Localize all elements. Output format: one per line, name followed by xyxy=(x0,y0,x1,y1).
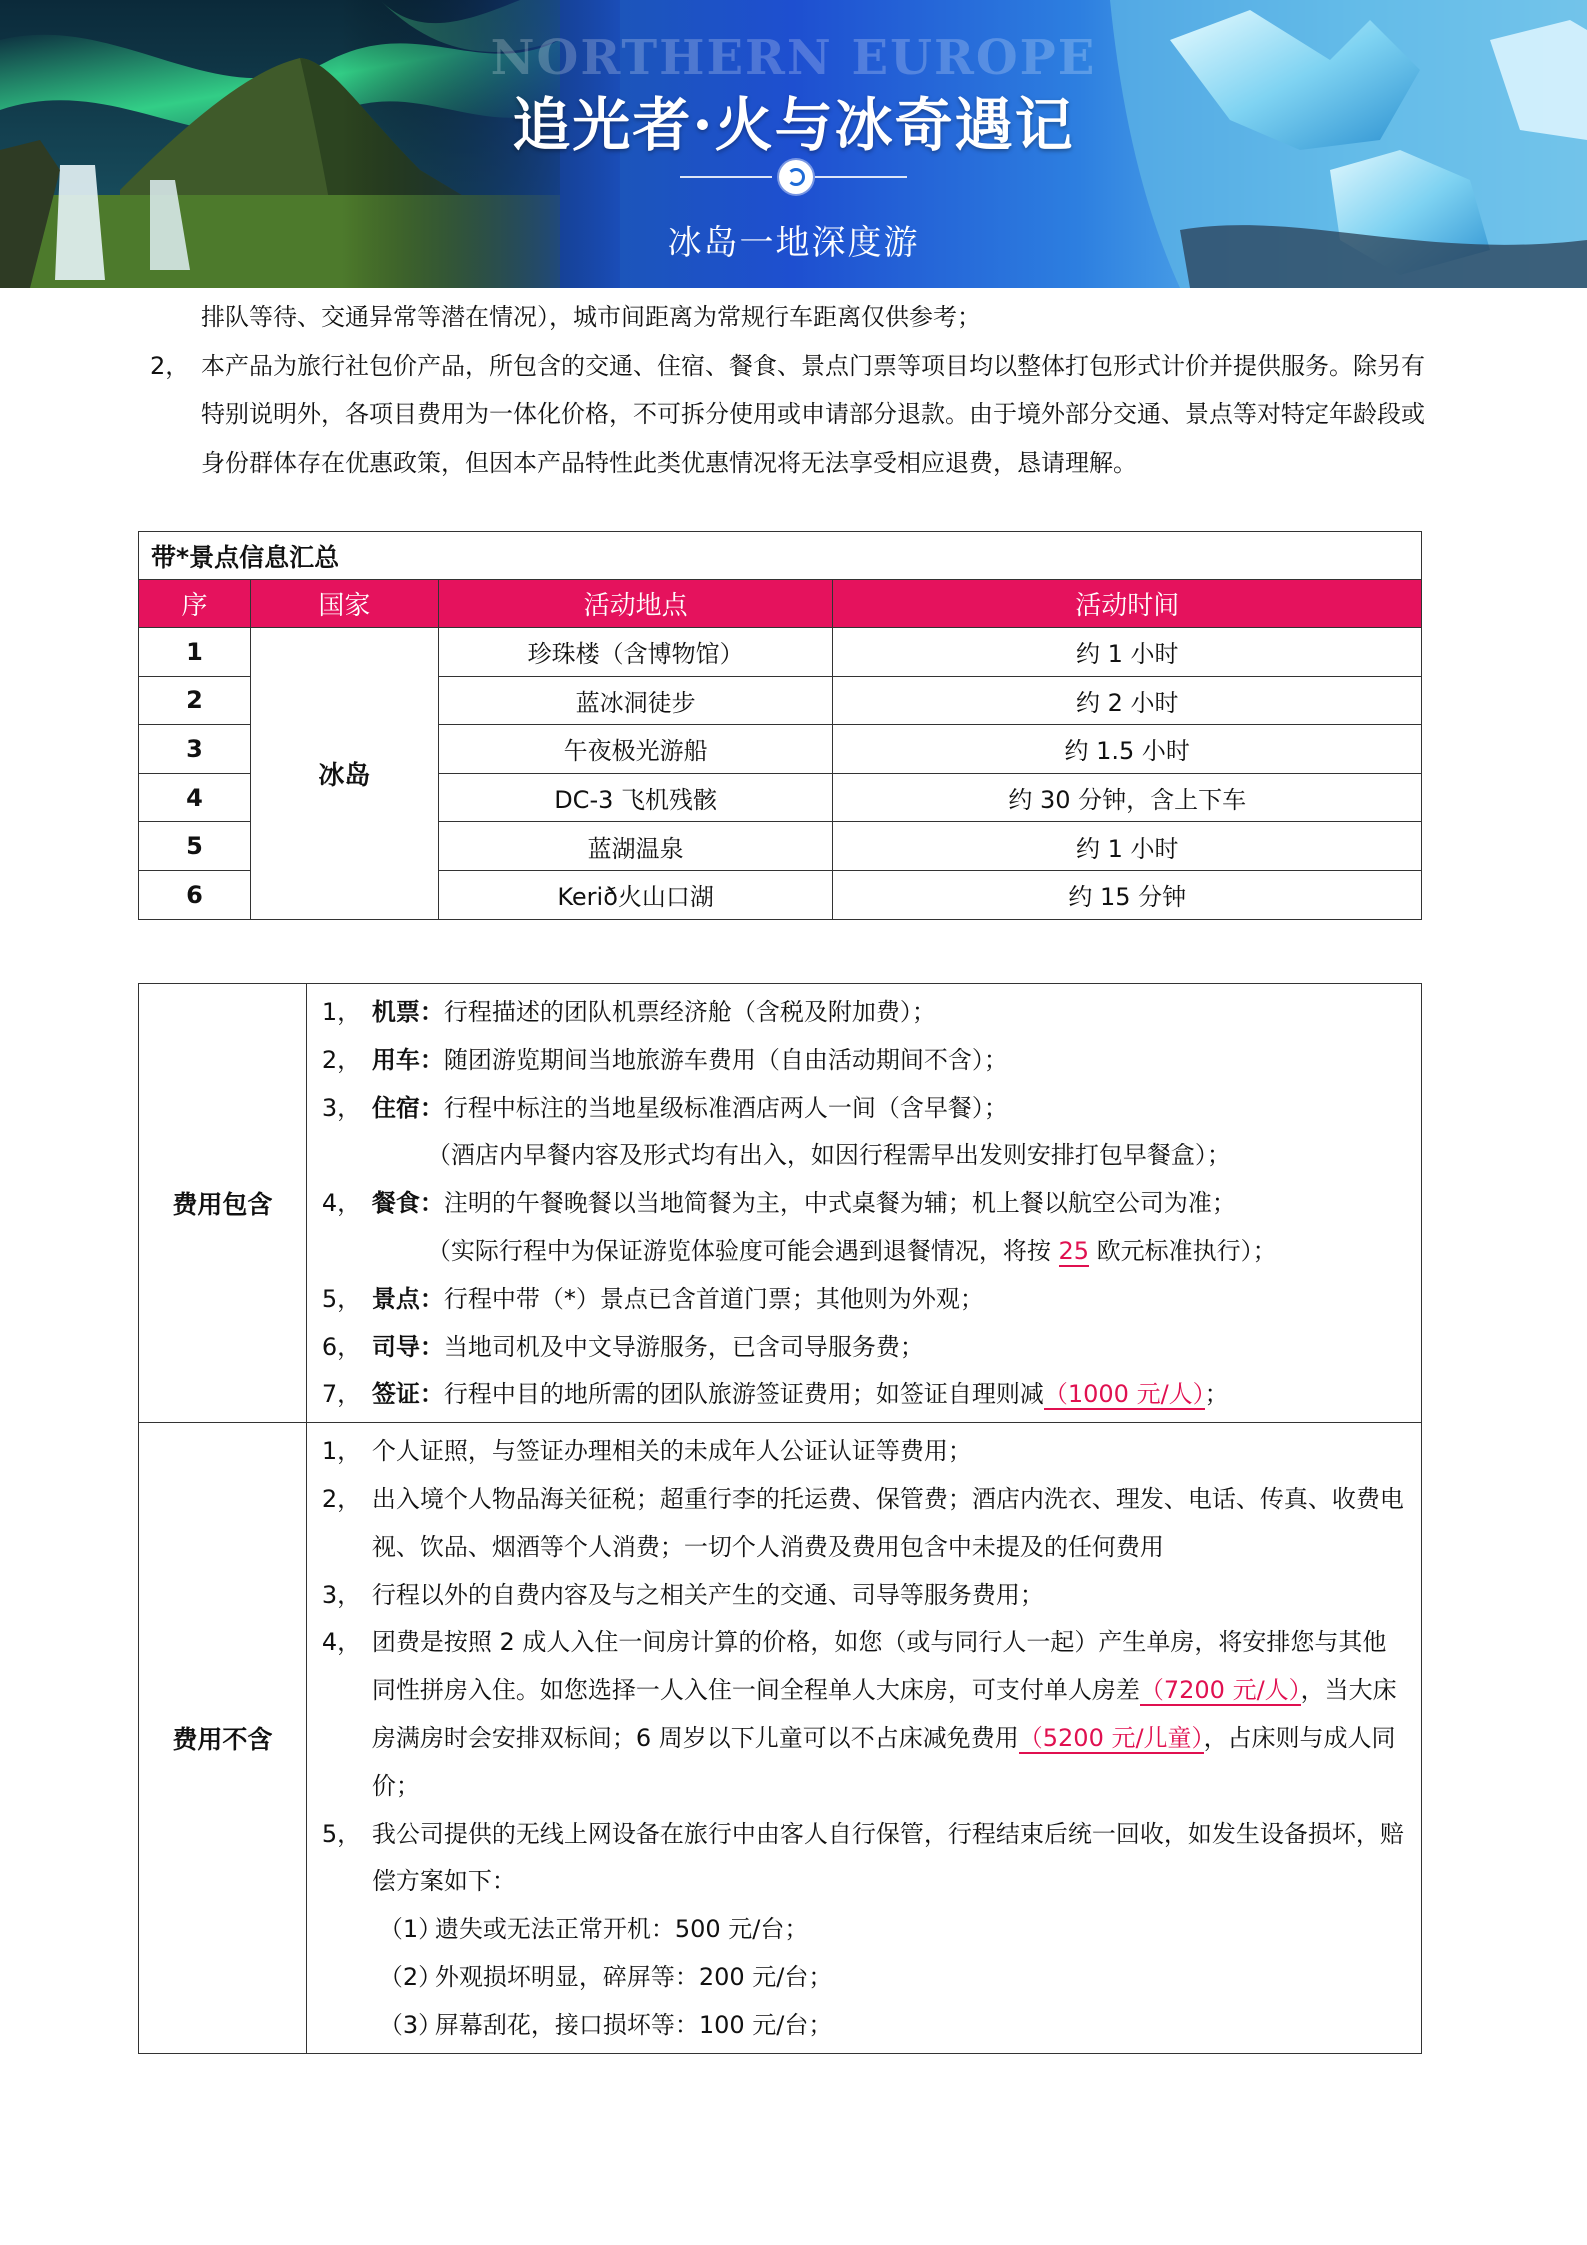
row-seq: 5 xyxy=(139,822,251,871)
meal-refund-amount: 25 xyxy=(1058,1236,1090,1265)
row-time: 约 30 分钟，含上下车 xyxy=(833,773,1422,822)
attractions-table xyxy=(138,531,1422,920)
list-item: 5， 景点：行程中带（*）景点已含首道门票；其他则为外观； xyxy=(321,1284,984,1313)
fees-table xyxy=(138,983,1422,2054)
visa-deduction-amount: （1000 元/人） xyxy=(1043,1380,1205,1409)
row-seq: 3 xyxy=(139,725,251,774)
banner-divider-right xyxy=(815,176,907,178)
fees-excluded-body xyxy=(306,1423,1421,2053)
header-banner xyxy=(0,0,1587,288)
row-seq: 6 xyxy=(139,870,251,919)
banner-subtitle: 冰岛一地深度游 xyxy=(667,223,920,263)
list-subitem: （3） 屏幕刮花，接口损坏等：100 元/台； xyxy=(378,2010,833,2039)
list-subitem: （1） 遗失或无法正常开机：500 元/台； xyxy=(378,1915,809,1944)
country-cell: 冰岛 xyxy=(250,628,438,920)
intro-item-2 xyxy=(150,342,1440,488)
row-place: 蓝湖温泉 xyxy=(438,822,833,871)
col-header-time: 活动时间 xyxy=(833,580,1422,628)
list-item: 1， 个人证照，与签证办理相关的未成年人公证认证等费用； xyxy=(321,1437,972,1466)
list-item: 7， 签证：行程中目的地所需的团队旅游签证费用；如签证自理则减（1000 元/人）； xyxy=(321,1380,1229,1409)
list-item: 5， 我公司提供的无线上网设备在旅行中由客人自行保管，行程结束后统一回收，如发生设备损坏，赔偿方案如下： xyxy=(321,1819,1404,1896)
single-room-amount: （7200 元/人） xyxy=(1139,1676,1301,1705)
row-place: 午夜极光游船 xyxy=(438,725,833,774)
list-subitem: （2） 外观损坏明显，碎屏等：200 元/台； xyxy=(378,1962,833,1991)
fees-included-body xyxy=(306,984,1421,1423)
row-place: Kerið火山口湖 xyxy=(438,870,833,919)
row-time: 约 15 分钟 xyxy=(833,870,1422,919)
banner-divider-left xyxy=(680,176,772,178)
list-item: 2， 用车：随团游览期间当地旅游车费用（自由活动期间不含）； xyxy=(321,1045,1008,1074)
col-header-country: 国家 xyxy=(250,580,438,628)
row-place: 蓝冰洞徒步 xyxy=(438,676,833,725)
fees-included-label: 费用包含 xyxy=(139,984,307,1423)
list-item-note: （酒店内早餐内容及形式均有出入，如因行程需早出发则安排打包早餐盒）； xyxy=(426,1141,1231,1170)
brand-logo-icon xyxy=(779,160,813,194)
child-no-bed-amount: （5200 元/儿童） xyxy=(1018,1723,1204,1752)
col-header-place: 活动地点 xyxy=(438,580,833,628)
fees-excluded-row xyxy=(139,1423,1422,2053)
list-item: 4， 餐食：注明的午餐晚餐以当地简餐为主，中式桌餐为辅；机上餐以航空公司为准； xyxy=(321,1189,1236,1218)
list-item: 6， 司导：当地司机及中文导游服务，已含司导服务费； xyxy=(321,1332,924,1361)
row-place: DC-3 飞机残骸 xyxy=(438,773,833,822)
row-seq: 1 xyxy=(139,628,251,677)
fees-excluded-label: 费用不含 xyxy=(139,1423,307,2053)
list-item: 2， 出入境个人物品海关征税；超重行李的托运费、保管费；酒店内洗衣、理发、电话、传真、收费电视、饮品、烟酒等个人消费；一切个人消费及费用包含中未提及的任何费用 xyxy=(321,1484,1404,1561)
attractions-caption: 带*景点信息汇总 xyxy=(139,532,1422,580)
row-time: 约 1 小时 xyxy=(833,628,1422,677)
fees-included-row xyxy=(139,984,1422,1423)
row-seq: 4 xyxy=(139,773,251,822)
col-header-seq: 序 xyxy=(139,580,251,628)
list-item: 3， 住宿：行程中标注的当地星级标准酒店两人一间（含早餐）； xyxy=(321,1093,1008,1122)
list-item-note: （实际行程中为保证游览体验度可能会遇到退餐情况，将按 25 欧元标准执行）； xyxy=(426,1236,1277,1265)
intro-continued: 排队等待、交通异常等潜在情况），城市间距离为常规行车距离仅供参考； xyxy=(201,303,981,331)
intro-notes xyxy=(150,293,1440,487)
intro-item-2-text: 本产品为旅行社包价产品，所包含的交通、住宿、餐食、景点门票等项目均以整体打包形式计价并提供服务。除另有特别说明外，各项目费用为一体化价格，不可拆分使用或申请部分退款。由于境外部分交通、景点等对特定年龄段或身份群体存在优惠政策，但因本产品特性此类优惠情况将无法享受相应退费，恳请理解。 xyxy=(201,351,1425,477)
banner-watermark: NORTHERN EUROPE xyxy=(490,30,1097,86)
row-seq: 2 xyxy=(139,676,251,725)
banner-title: 追光者·火与冰奇遇记 xyxy=(512,91,1075,159)
row-time: 约 1.5 小时 xyxy=(833,725,1422,774)
list-item: 4， 团费是按照 2 成人入住一间房计算的价格，如您（或与同行人一起）产生单房，将安排您与其他同性拼房入住。如您选择一人入住一间全程单人大床房，可支付单人房差（7200 元/人），当大床房满房时会安排双标间；6 周岁以下儿童可以不占床减免费用（5200 元/儿童），占床则与成人同价； xyxy=(321,1628,1397,1800)
list-item: 1， 机票：行程描述的团队机票经济舱（含税及附加费）； xyxy=(321,998,936,1026)
intro-item-2-number: 2， xyxy=(150,351,190,380)
row-time: 约 1 小时 xyxy=(833,822,1422,871)
row-place: 珍珠楼（含博物馆） xyxy=(438,628,833,677)
row-time: 约 2 小时 xyxy=(833,676,1422,725)
list-item: 3， 行程以外的自费内容及与之相关产生的交通、司导等服务费用； xyxy=(321,1580,1044,1609)
table-row xyxy=(139,628,1422,677)
